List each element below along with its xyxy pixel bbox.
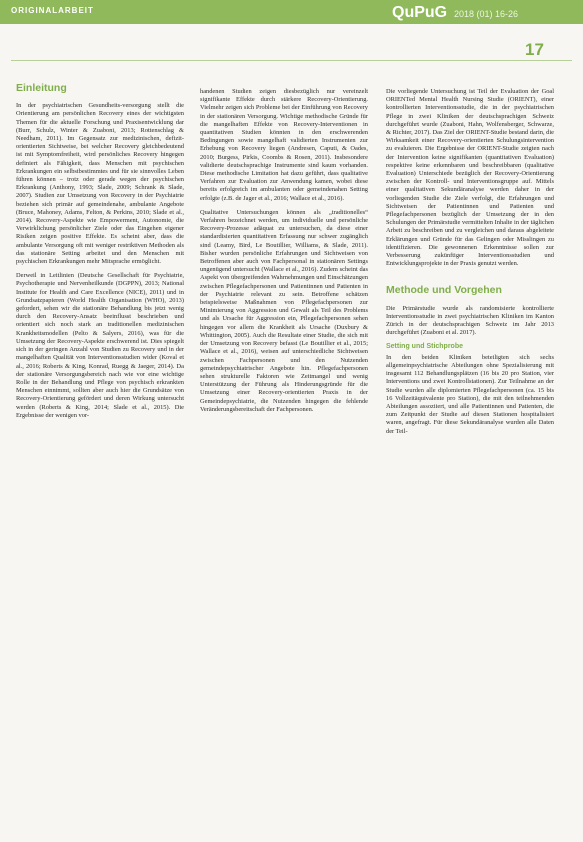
body-paragraph: Qualitative Untersuchungen können als „traditionelles“ Verfahren bezeichnet werden, um individuelle und persönliche Recovery-Prozesse adäquat zu untersuchen, da diese einer standardisierten quantitativen Erfassung nur schwer zugänglich sind (Leamy, Bird, Le Boutillier, Williams, & Slade, 2011). Bisher wurden persönliche Erfahrungen und Sichtweisen von Betroffenen aber auch von Fachpersonal in stationären Settings ungenügend untersucht (Wallace et al., 2016). Zudem scheint das Aspekt von übergreifenden Wahrnehmungen und Einschätzungen zwischen Pflegefachpersonen und Patientinnen und Patienten in der Psychiatrie relevant zu sein. Betroffene schätzen beispielsweise Maßnahmen von Pflegefachpersonen zur Minimierung von Aggression und Gewalt als Teil des Problems und als Ursache für Aggression ein, Pflegefachpersonen sehen hingegen vor allem die Krankheit als Ursache (Duxbury & Whittington, 2005). Auch die Resultate einer Studie, die sich mit der Umsetzung von Recovery befasst (Le Boutillier et al., 2015; Wallace et al., 2016), weisen auf unterschiedliche Sichtweisen zwischen Fachpersonen und den Nutzenden gemeindepsychiatrischer Angebote hin. Pflegefachpersonen sehen strukturelle Faktoren wie Zeitmangel und wenig Unterstützung der Führung als Hinderungsgründe für die Umsetzung einer Recovery-orientierten Praxis in der Gemeindepsychiatrie, die Nutzenden hingegen die fehlende Veränderungsbereitschaft der Fachpersonen. <box>200 208 368 413</box>
body-paragraph: Die vorliegende Untersuchung ist Teil der Evaluation der Goal ORIENTed Mental Health Nursing Studie (ORIENT), einer kontrollierten Interventionsstudie, die in der psychiatrischen Pflege in zwei Kliniken der deutschsprachigen Schweiz durchgeführt wurde (Zuaboni, Hahn, Wolfensberger, Schwarze, & Richter, 2017). Das Ziel der ORIENT-Studie bestand darin, die Wirksamkeit einer Recovery-orientierten Schulungsintervention zu evaluieren. Die Ergebnisse der ORIENT-Studie zeigten nach der Intervention keine signifikanten (quantitativen Evaluation) respektive keine erkennbaren und beschreibbaren (qualitative Evaluation) Unterschiede bezüglich der Recovery-Orientierung zwischen der Kontroll- und Interventionsgruppe auf. Mittels einer qualitativen Sekundäranalyse werden daher in der vorliegenden Studie die Ziele verfolgt, die Erfahrungen und Sichtweisen der Patientinnen und Patienten und Pflegefachpersonen bezüglich der Umsetzung der in den Schulungen der Primärstudie vermittelten Inhalte in der täglichen Arbeit zu beschreiben und zu vergleichen und daraus abgeleitete Erklärungen und Gründe für das Gelingen oder Misslingen zu identifizieren. Die gewonnenen Erkenntnisse sollen zur Verbesserung zukünftiger Interventionsstudien und Entwicklungsprojekte in der Praxis genutzt werden. <box>386 88 554 268</box>
body-paragraph: handenen Studien zeigen diesbezüglich nur vereinzelt signifikante Effekte durch stärkere Recovery-Orientierung. Vielmehr zeigen sich Probleme bei der Einführung von Recovery in der stationären Versorgung. Wichtige methodische Gründe für die mangelhaften Effekte von Recovery-Interventionen in quantitativen Studien könnten in den erschwerenden Bedingungen sowie mangelhaft validierten Instrumenten zur Erhebung von Recovery liegen (Andresen, Caputi, & Oades, 2010; Burgess, Pirkis, Coombs & Rosen, 2011). Insbesondere validierte deutschsprachige Instrumente sind kaum vorhanden. Diese methodische Limitation hat dazu geführt, dass qualitative Verfahren zur Evaluation zur Anwendung kamen, wobei diese bereits erfolgreich im ambulanten oder gemeindenahen Setting erfolgte (z.B. de Jager et al., 2016; Wallace et al., 2016). <box>200 88 368 202</box>
column-1 <box>16 84 184 426</box>
journal-reference: 2018 (01) 16-26 <box>454 9 519 19</box>
header-band <box>0 0 583 24</box>
body-paragraph: In den beiden Kliniken beteiligten sich sechs allgemeinpsychiatrische Abteilungen ohne Spezialisierung mit insgesamt 112 Behandlungsplätzen (16 bis 20 pro Station, vier Interventions und zwei Kontrollstationen). Zur Teilnahme an der Studie wurden alle diplomierten Pflegefachpersonen (ca. 15 bis 16 Vollzeitäquivalente pro Station), die mit den teilnehmenden Abteilungen assoziiert, und alle Patientinnen und Patienten, die zum Zeitpunkt der Studie auf diesen Stationen hospitalisiert waren, angefragt. Für diese Sekundäranalyse wurden alle Daten der Teil- <box>386 353 554 435</box>
heading-einleitung: Einleitung <box>16 82 67 94</box>
column-2 <box>200 88 368 420</box>
subheading-setting: Setting und Stichprobe <box>386 343 463 351</box>
header-rule <box>11 60 572 61</box>
journal-name: QuPuG <box>392 4 448 21</box>
column-3 <box>386 88 554 442</box>
body-paragraph: In der psychiatrischen Gesundheits-versorgung stellt die Orientierung am persönlichen Recovery eines der wichtigsten Themen für die aktuelle Forschung und Praxisentwicklung dar (Burr, Schulz, Winter & Zuaboni, 2013; Rottenschlag & Needham, 2011). Im Gegensatz zur medizinischen, defizit-orientierten Sichtweise, bei welcher Recovery gleichbedeutend ist mit Symptomfreiheit, wird persönliches Recovery hingegen definiert als Fähigkeit, dass Menschen mit psychischen Erkrankungen ein selbstbestimmtes und für sie sinnvolles Leben führen können – trotz oder gerade wegen der psychischen Erkrankung (Anthony, 1993; Slade, 2009; Schrank & Slade, 2007). Studien zur Umsetzung von Recovery in der Psychiatrie beziehen sich primär auf gemeindenahe, ambulante Angebote (Bruce, Mahoney, Adams, Felton, & Perkins, 2010; Slade et al., 2014). Recovery-Aspekte wie Empowerment, Autonomie, die Verwirklichung persönlicher Ziele oder das Eingehen eigener Risiken zeigen positive Effekte. Es scheint aber, dass die ambulante Versorgung oft mit weniger restriktiven Methoden als das stationäre Setting arbeitet und den Menschen mit psychischen Erkrankungen mehr Mitsprache ermöglicht. <box>16 102 184 266</box>
heading-methode: Methode und Vorgehen <box>386 284 502 297</box>
body-paragraph: Die Primärstudie wurde als randomisierte kontrollierte Interventionsstudie in zwei psychiatrischen Kliniken im Kanton Zürich in der deutschsprachigen Schweiz im Jahr 2013 durchgeführt (Zuaboni et al. 2017). <box>386 304 554 337</box>
body-paragraph: Derweil in Leitlinien (Deutsche Gesellschaft für Psychiatrie, Psychotherapie und Nervenheilkunde (DGPPN), 2013; National Institute for Health and Care Excellence (NICE), 2011) und in Grundsatzpapieren (World Health Organisation (WHO), 2013) gefordert, sehen wir die stationäre Behandlung bis jetzt wenig durch den Recovery-Ansatz beeinflusst beschrieben und orientiert sich noch stark an traditionellen medizinischen Krankheitsmodellen (Pelto & Salyers, 2016), was für die Umsetzung der Recovery-Aspekte erschwerend ist. Dies spiegelt sich in der geringen Anzahl von Studien zu Recovery und in der mangelhaften Qualität von Interventionsstudien wider (Koval et al., 2016; Roberts & King, Konrad, Ruegg & Jaeger, 2014). Da der stationäre Versorgungsbereich nach wie vor eine wichtige Rolle in der Behandlung und Pflege von psychisch erkrankten Menschen einnimmt, sollten aber auch hier die Grundsätze von Recovery-Orientierung gefördert und deren Wirkung untersucht werden (Roberts & King, 2014; Slade et al., 2015). Die Ergebnisse der wenigen vor- <box>16 272 184 419</box>
page-number: 17 <box>525 40 544 59</box>
section-tag: ORIGINALARBEIT <box>11 6 94 15</box>
